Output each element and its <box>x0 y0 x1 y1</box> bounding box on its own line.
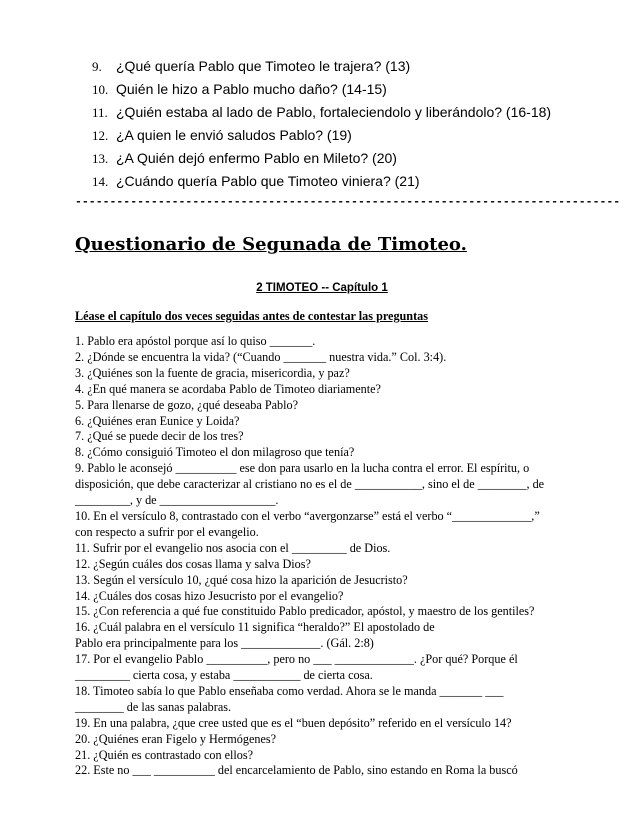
list-item-number: 11. <box>92 105 108 120</box>
question-line: 7. ¿Qué se puede decir de los tres? <box>75 429 244 444</box>
list-item-text: ¿Cuándo quería Pablo que Timoteo viniera? (21) <box>116 173 420 189</box>
question-line: 5. Para llenarse de gozo, ¿qué deseaba Pablo? <box>75 397 299 412</box>
list-item <box>92 127 612 150</box>
instruction-text: Léase el capítulo dos veces seguidas antes de contestar las preguntas <box>75 309 428 323</box>
list-item-text: ¿A Quién dejó enfermo Pablo en Mileto? (20) <box>116 150 397 166</box>
question-line: 15. ¿Con referencia a qué fue constituido Pablo predicador, apóstol, y maestro de los gentiles? <box>75 604 535 619</box>
list-item <box>92 150 612 173</box>
chapter-title-text: 2 TIMOTEO -- Capítulo 1 <box>256 282 388 294</box>
list-item <box>92 173 612 196</box>
question-line: 11. Sufrir por el evangelio nos asocia con el _________ de Dios. <box>75 540 391 555</box>
question-line: 4. ¿En qué manera se acordaba Pablo de Timoteo diariamente? <box>75 381 381 396</box>
question-line: 3. ¿Quiénes son la fuente de gracia, misericordia, y paz? <box>75 365 350 380</box>
question-line: 6. ¿Quiénes eran Eunice y Loida? <box>75 413 240 428</box>
question-line: 19. En una palabra, ¿que cree usted que es el “buen depósito” referido en el versículo 14? <box>75 715 512 730</box>
list-item-text: ¿Qué quería Pablo que Timoteo le trajera? (13) <box>116 58 411 74</box>
chapter-title <box>0 282 638 294</box>
list-item-text: ¿Quién estaba al lado de Pablo, fortaleciendolo y liberándolo? (16-18) <box>116 104 552 120</box>
list-item-number: 12. <box>92 128 109 143</box>
question-line: disposición, que debe caracterizar al cristiano no es el de ___________, sino el de ________, de <box>75 477 545 492</box>
list-item <box>92 58 612 81</box>
list-item-number: 10. <box>92 82 109 97</box>
question-line: Pablo era principalmente para los _____________. (Gál. 2:8) <box>75 636 374 651</box>
previous-questions-list <box>92 58 612 196</box>
list-item-text: Quién le hizo a Pablo mucho daño? (14-15) <box>116 81 387 97</box>
list-item-number: 9. <box>92 59 102 74</box>
question-line: 9. Pablo le aconsejó __________ ese don para usarlo en la lucha contra el error. El espíritu, o <box>75 461 530 476</box>
page-title: Questionario de Segunada de Timoteo. <box>75 234 467 255</box>
list-item-number: 14. <box>92 174 109 189</box>
question-line: con respecto a sufrir por el evangelio. <box>75 524 259 539</box>
question-line: 13. Según el versículo 10, ¿qué cosa hizo la aparición de Jesucristo? <box>75 572 408 587</box>
question-line: 12. ¿Según cuáles dos cosas llama y salva Dios? <box>75 556 311 571</box>
question-line: 21. ¿Quién es contrastado con ellos? <box>75 747 254 762</box>
question-line: ________ de las sanas palabras. <box>75 699 232 714</box>
list-item-number: 13. <box>92 151 109 166</box>
list-item <box>92 104 612 127</box>
list-item <box>92 81 612 104</box>
question-line: 17. Por el evangelio Pablo __________, pero no ___ _____________. ¿Por qué? Porque él <box>75 652 518 667</box>
question-line: 8. ¿Cómo consiguió Timoteo el don milagroso que tenía? <box>75 445 355 460</box>
question-line: 14. ¿Cuáles dos cosas hizo Jesucristo por el evangelio? <box>75 588 344 603</box>
list-item-text: ¿A quien le envió saludos Pablo? (19) <box>116 127 352 143</box>
questions-list <box>75 334 565 779</box>
question-line: _________, y de ___________________. <box>75 493 279 508</box>
question-line: 1. Pablo era apóstol porque así lo quiso _______. <box>75 334 316 348</box>
question-line: _________ cierta cosa, y estaba ___________ de cierta cosa. <box>75 668 373 683</box>
question-line: 16. ¿Cuál palabra en el versículo 11 significa “heraldo?” El apostolado de <box>75 620 435 635</box>
section-divider: ------------------------------------------------------------------------------- <box>75 196 621 209</box>
question-line: 20. ¿Quiénes eran Figelo y Hermógenes? <box>75 731 277 746</box>
question-line: 18. Timoteo sabía lo que Pablo enseñaba como verdad. Ahora se le manda _______ ___ <box>75 683 504 698</box>
question-line: 2. ¿Dónde se encuentra la vida? (“Cuando _______ nuestra vida.” Col. 3:4). <box>75 349 447 364</box>
question-line: 10. En el versículo 8, contrastado con el verbo “avergonzarse” está el verbo “_____________,” <box>75 508 540 523</box>
question-line: 22. Este no ___ __________ del encarcelamiento de Pablo, sino estando en Roma la buscó <box>75 763 518 778</box>
